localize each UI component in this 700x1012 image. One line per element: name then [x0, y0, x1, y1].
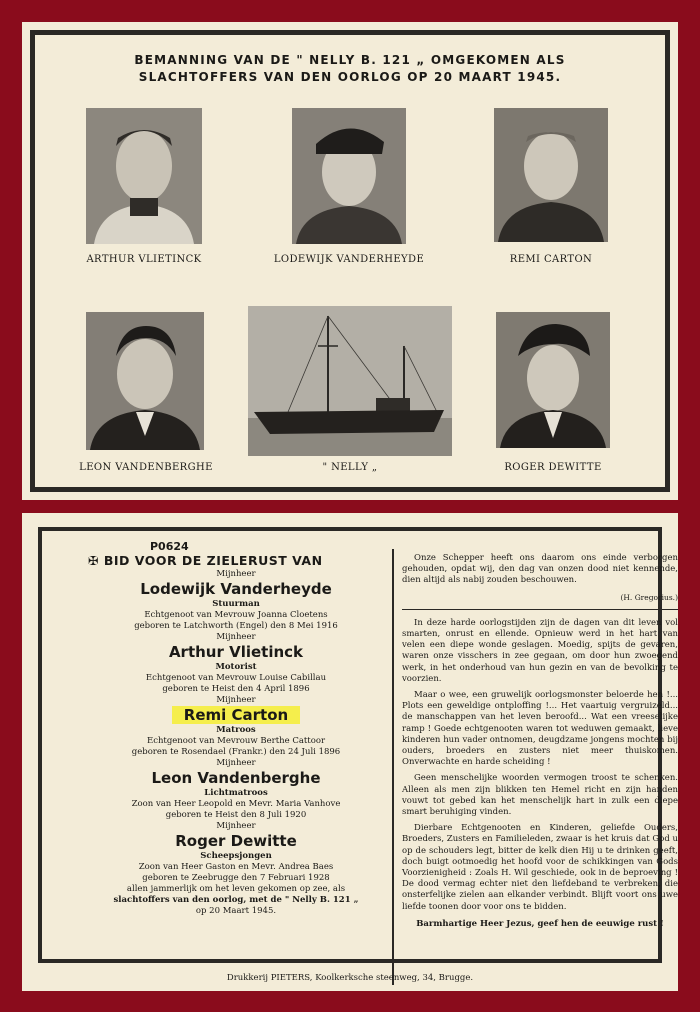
person-entry-carton [88, 695, 384, 758]
quote-block [402, 553, 678, 610]
quote-text: Onze Schepper heeft ons daarom ons einde verborgen gehouden, opdat wij, den dag van onzen dood niet kennende, dien altijd als nabij zouden beschouwen. [402, 553, 678, 586]
column-divider [392, 549, 394, 985]
portrait-arthur-vlietinck [86, 108, 202, 244]
portrait-remi-carton [494, 108, 608, 242]
person-birth: geboren te Zeebrugge den 7 Februari 1928 [142, 873, 330, 883]
honorific: Mijnheer [216, 758, 256, 768]
person-role: Stuurman [212, 599, 260, 609]
heading-line-2: SLACHTOFFERS VAN DEN OORLOG OP 20 MAART 1945. [138, 70, 562, 84]
person-birth: geboren te Heist den 4 April 1896 [162, 684, 310, 694]
honorific: Mijnheer [216, 632, 256, 642]
quote-source: (H. Gregorius.) [620, 592, 678, 602]
cross-icon: ✠ [88, 553, 104, 568]
closing-line-3: op 20 Maart 1945. [195, 906, 277, 916]
heading-line-1: BEMANNING VAN DE " NELLY B. 121 „ OMGEKOMEN ALS [134, 53, 566, 67]
person-name: Arthur Vlietinck [168, 643, 304, 661]
portrait-lodewijk-vanderheyde [292, 108, 406, 244]
portrait-leon-vandenberghe [86, 312, 204, 450]
closing-line-2: slachtoffers van den oorlog, met de " Nelly B. 121 „ [113, 895, 359, 905]
caption-nelly: " NELLY „ [322, 462, 378, 473]
deceased-list [88, 540, 384, 917]
paragraph-4: Dierbare Echtgenooten en Kinderen, geliefde Ouders, Broeders, Zusters en Familieleden, zwaar is het kruis dat God u op de schouders legt, bitter de kelk dien Hij u te drinken geeft, doch buigt ootmoedig het hoofd voor de schikkingen van Gods Voorzienigheid : Zoals H. Wil geschiede, ook in de beproeving ! De dood vermag echter niet den liefdeband te verbreken, die onsterfelijke zielen aan elkander verbindt. Blijft voort ons uwe liefde toonen door voor ons te bidden. [402, 823, 678, 912]
crew-heading [52, 52, 648, 86]
crew-photo-card [22, 22, 678, 500]
paragraph-1: In deze harde oorlogstijden zijn de dagen van dit leven vol smarten, onrust en ellende. Opnieuw werd in het hart van velen een diepe wonde geslagen. Moedig, spijts de gevaren, waren onze visschers in zee gegaan, om door hun zwoegend werk, in het onderhoud van hun gezin en van de bevolking te voorzien. [402, 617, 678, 684]
final-prayer: Barmhartige Heer Jezus, geef hen de eeuwige rust ! [416, 918, 664, 929]
prayer-text-column [402, 553, 678, 930]
caption-remi-carton: REMI CARTON [509, 254, 593, 265]
honorific: Mijnheer [216, 821, 256, 831]
person-role: Lichtmatroos [204, 788, 268, 798]
caption-arthur-vlietinck: ARTHUR VLIETINCK [86, 254, 202, 265]
person-relation: Echtgenoot van Mevrouw Louise Cabillau [145, 673, 327, 683]
reference-code: P0624 [150, 540, 189, 553]
person-name: Lodewijk Vanderheyde [140, 580, 332, 598]
person-name: Roger Dewitte [175, 832, 297, 850]
person-birth: geboren te Latchworth (Engel) den 8 Mei 1916 [134, 621, 338, 631]
portrait-roger-dewitte [496, 312, 610, 448]
person-relation: Echtgenoot van Mevrouw Joanna Cloetens [144, 610, 328, 620]
person-role: Scheepsjongen [200, 851, 272, 861]
ship-photo-nelly [248, 306, 452, 456]
person-name-highlighted: Remi Carton [88, 706, 384, 725]
prayer-card-frame [38, 527, 678, 963]
caption-roger-dewitte: ROGER DEWITTE [504, 462, 602, 473]
paragraph-2: Maar o wee, een gruwelijk oorlogsmonster beloerde hen !... Plots een geweldige ontploffing !... Het vaartuig vergruizeld... de manschappen van het leven beroofd... Wat een vreeselijke ramp ! Goede echtgenooten waren tot weduwen gemaakt, lieve kinderen hun vader ontnomen, deugdzame jongens mochten bij ouders, broeders en zusters niet meer thuiskomen. Onverwachte en harde scheiding ! [402, 690, 678, 768]
person-name: Leon Vandenberghe [151, 769, 321, 787]
prayer-title: ✠ BID VOOR DE ZIELERUST VAN [88, 553, 323, 568]
person-relation: Echtgenoot van Mevrouw Berthe Cattoor [146, 736, 326, 746]
person-relation: Zoon van Heer Gaston en Mevr. Andrea Baes [138, 862, 334, 872]
caption-leon-vandenberghe: LEON VANDENBERGHE [79, 462, 213, 473]
honorific: Mijnheer [216, 695, 256, 705]
person-birth: geboren te Rosendael (Frankr.) den 24 Juli 1896 [131, 747, 341, 757]
person-entry-vlietinck [88, 632, 384, 695]
memorial-prayer-card [22, 513, 678, 991]
closing-line-1: allen jammerlijk om het leven gekomen op zee, als [126, 884, 346, 894]
honorific: Mijnheer [216, 569, 256, 579]
person-entry-vanderheyde [88, 569, 384, 632]
caption-lodewijk-vanderheyde: LODEWIJK VANDERHEYDE [273, 254, 425, 265]
person-entry-dewitte [88, 821, 384, 884]
person-role: Motorist [215, 662, 257, 672]
printer-credit: Drukkerij PIETERS, Koolkerksche steenweg, 34, Brugge. [226, 973, 474, 983]
paragraph-3: Geen menschelijke woorden vermogen troost te schenken. Alleen als men zijn blikken ten Hemel richt en zijn handen vouwt tot gebed kan het menschelijk hart in zulk een diepe smart beruhiging vinden. [402, 773, 678, 818]
person-role: Matroos [216, 725, 256, 735]
person-birth: geboren te Heist den 8 Juli 1920 [165, 810, 307, 820]
person-relation: Zoon van Heer Leopold en Mevr. Maria Vanhove [131, 799, 341, 809]
person-entry-vandenberghe [88, 758, 384, 821]
